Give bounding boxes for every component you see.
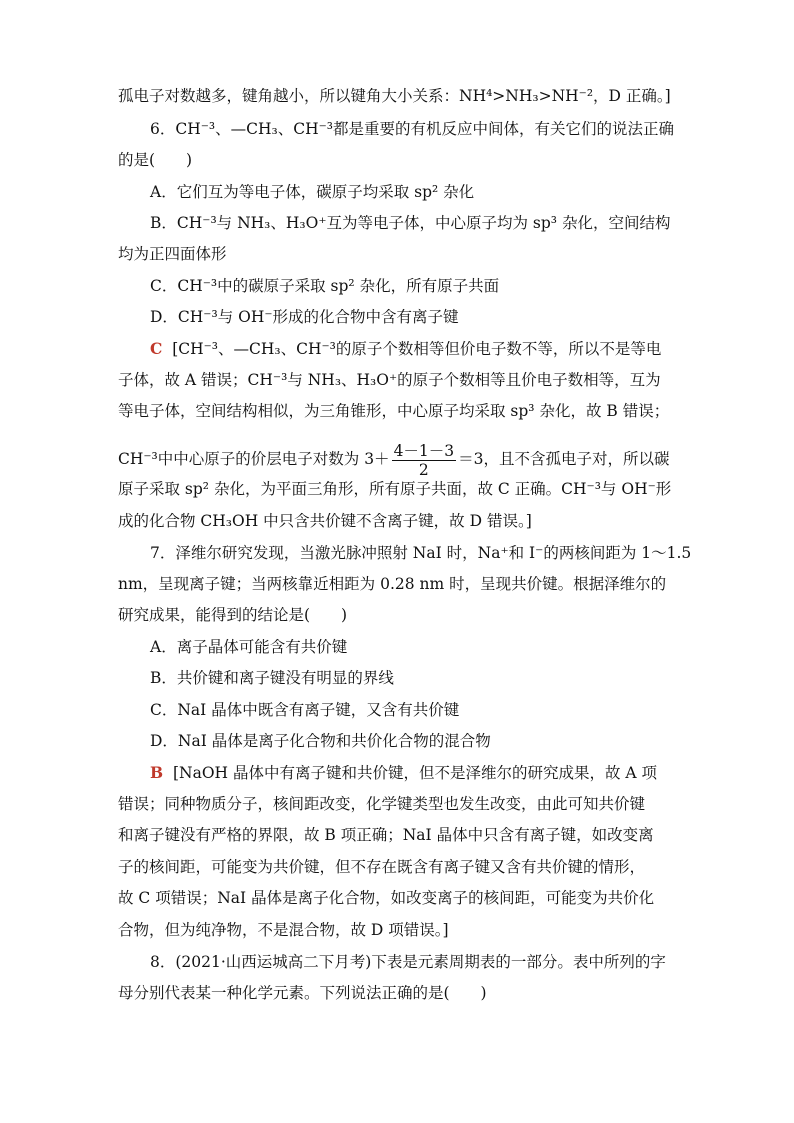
option-d: D．CH⁻³与 OH⁻形成的化合物中含有离子键 xyxy=(150,308,459,326)
explanation-text: [NaOH 晶体中有离子键和共价键，但不是泽维尔的研究成果，故 A 项 xyxy=(172,764,658,782)
option-d: D．NaI 晶体是离子化合物和共价化合物的混合物 xyxy=(150,732,491,750)
option-a: A．离子晶体可能含有共价键 xyxy=(150,638,348,656)
option-b: B．共价键和离子键没有明显的界线 xyxy=(150,669,394,687)
question-8-stem: 8．(2021·山西运城高二下月考)下表是元素周期表的一部分。表中所列的字 xyxy=(150,953,666,971)
text-line: 故 C 项错误；NaI 晶体是离子化合物，如改变离子的核间距，可能变为共价化 xyxy=(118,889,655,907)
text-line: 子的核间距，可能变为共价键，但不存在既含有离子键又含有共价键的情形， xyxy=(118,858,646,876)
option-a: A．它们互为等电子体，碳原子均采取 sp² 杂化 xyxy=(150,183,475,201)
explanation-text: [CH⁻³、—CH₃、CH⁻³的原子个数相等但价电子数不等，所以不是等电 xyxy=(172,340,662,358)
text-line: 孤电子对数越多，键角越小，所以键角大小关系：NH⁴>NH₃>NH⁻²，D 正确。] xyxy=(118,87,671,105)
option-c: C．NaI 晶体中既含有离子键，又含有共价键 xyxy=(150,701,460,719)
option-b: B．CH⁻³与 NH₃、H₃O⁺互为等电子体，中心原子均为 sp³ 杂化，空间结构 xyxy=(150,214,671,232)
text-line: 等电子体，空间结构相似，为三角锥形，中心原子均采取 sp³ 杂化，故 B 错误； xyxy=(118,402,670,420)
fraction-line-before: CH⁻³中中心原子的价层电子对数为 3＋ xyxy=(118,450,390,468)
fraction-line xyxy=(118,438,794,480)
answer-explanation xyxy=(150,339,794,359)
answer-letter: B xyxy=(150,763,164,782)
text-line: 研究成果，能得到的结论是( ) xyxy=(118,606,348,624)
text-line: 子体，故 A 错误；CH⁻³与 NH₃、H₃O⁺的原子个数相等且价电子数相等，互为 xyxy=(118,371,661,389)
fraction-denominator: 2 xyxy=(418,460,429,479)
answer-explanation xyxy=(150,763,794,783)
fraction-line-after: ＝3，且不含孤电子对，所以碳 xyxy=(458,450,670,468)
text-line: 和离子键没有严格的界限，故 B 项正确；NaI 晶体中只含有离子键，如改变离 xyxy=(118,826,654,844)
fraction-numerator: 4－1－3 xyxy=(393,441,455,460)
text-line: nm，呈现离子键；当两核靠近相距为 0.28 nm 时，呈现共价键。根据泽维尔的 xyxy=(118,575,667,593)
text-line: 合物，但为纯净物，不是混合物，故 D 项错误。] xyxy=(118,921,449,939)
text-line: 母分别代表某一种化学元素。下列说法正确的是( ) xyxy=(118,984,487,1002)
answer-letter: C xyxy=(150,339,163,358)
option-c: C．CH⁻³中的碳原子采取 sp² 杂化，所有原子共面 xyxy=(150,277,500,295)
text-line: 成的化合物 CH₃OH 中只含共价键不含离子键，故 D 错误。] xyxy=(118,512,532,530)
fraction xyxy=(392,442,457,479)
text-line: 错误；同种物质分子，核间距改变，化学键类型也发生改变，由此可知共价键 xyxy=(118,795,646,813)
text-line: 的是( ) xyxy=(118,151,193,169)
text-line: 原子采取 sp² 杂化，为平面三角形，所有原子共面，故 C 正确。CH⁻³与 OH⁻形 xyxy=(118,480,672,498)
text-line: 均为正四面体形 xyxy=(118,245,227,263)
question-7-stem: 7．泽维尔研究发现，当激光脉冲照射 NaI 时，Na⁺和 I⁻的两核间距为 1～1.5 xyxy=(150,544,692,562)
question-6-stem: 6．CH⁻³、—CH₃、CH⁻³都是重要的有机反应中间体，有关它们的说法正确 xyxy=(150,120,674,138)
